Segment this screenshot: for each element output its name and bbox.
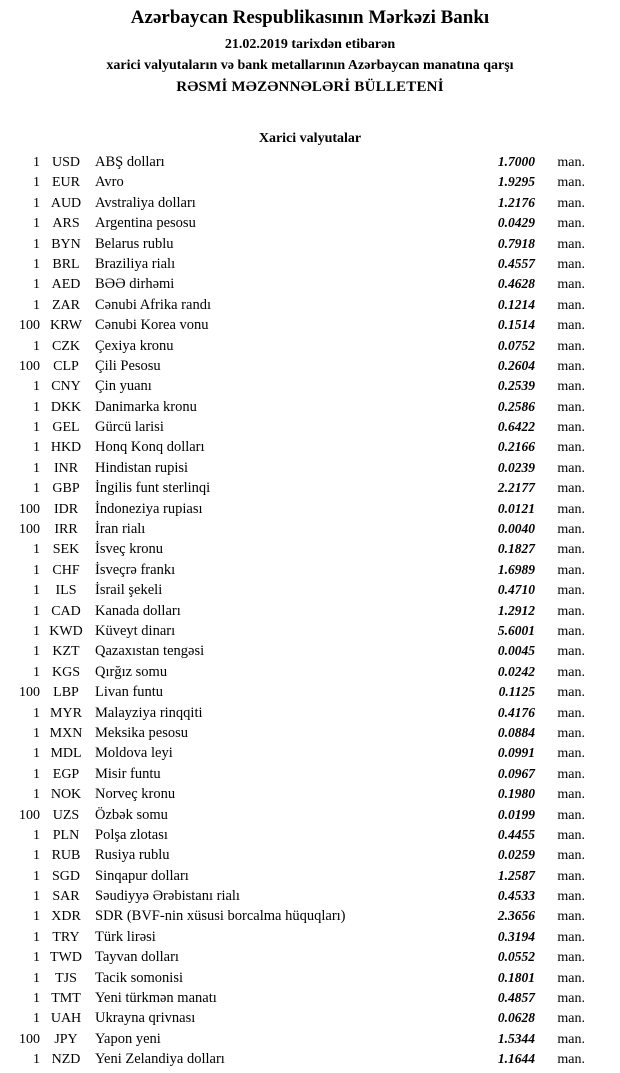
table-row <box>0 397 620 417</box>
rate-value: 0.0259 <box>497 847 535 863</box>
rate-value: 0.0429 <box>497 215 535 231</box>
table-row <box>0 764 620 784</box>
quantity: 100 <box>19 685 40 701</box>
rate-value: 0.0884 <box>497 724 535 740</box>
table-row <box>0 723 620 743</box>
quantity: 100 <box>19 318 40 334</box>
unit-label: man. <box>557 379 585 395</box>
quantity: 1 <box>33 583 40 599</box>
currency-name: Qırğız somu <box>95 663 168 680</box>
table-row <box>0 437 620 457</box>
table-row <box>0 947 620 967</box>
currency-code: TMT <box>51 991 81 1007</box>
rate-value: 0.6422 <box>497 419 535 435</box>
currency-code: BRL <box>52 256 80 272</box>
table-row <box>0 1029 620 1049</box>
rate-value: 0.4557 <box>497 255 535 271</box>
currency-code: MDL <box>50 746 82 762</box>
rate-value: 5.6001 <box>497 622 535 638</box>
rate-value: 0.1827 <box>497 541 535 557</box>
rate-value: 0.3194 <box>497 928 535 944</box>
table-row <box>0 927 620 947</box>
rate-value: 0.0752 <box>497 337 535 353</box>
unit-label: man. <box>557 216 585 232</box>
currency-code: USD <box>51 155 80 170</box>
quantity: 1 <box>33 216 40 232</box>
quantity: 1 <box>33 256 40 272</box>
unit-label: man. <box>557 991 585 1007</box>
currency-code: CHF <box>52 562 80 578</box>
quantity: 1 <box>33 664 40 680</box>
table-row <box>0 274 620 294</box>
table-row <box>0 315 620 335</box>
quantity: 1 <box>33 562 40 578</box>
currency-name: Yeni Zelandiya dolları <box>95 1051 225 1068</box>
table-row <box>0 743 620 763</box>
currency-name: Küveyt dinarı <box>95 622 176 639</box>
unit-label: man. <box>557 623 585 639</box>
table-row <box>0 193 620 213</box>
quantity: 1 <box>33 542 40 558</box>
currency-code: DKK <box>50 399 82 415</box>
table-row <box>0 478 620 498</box>
currency-code: IDR <box>53 501 79 517</box>
currency-code: PLN <box>52 827 80 843</box>
currency-name: Ukrayna qrivnası <box>95 1010 196 1027</box>
currency-code: LBP <box>53 685 79 701</box>
rate-value: 0.4857 <box>497 990 535 1006</box>
quantity: 1 <box>33 991 40 1007</box>
currency-name: Livan funtu <box>95 684 164 701</box>
rate-value: 1.9295 <box>497 174 535 190</box>
rates-table <box>0 152 620 1070</box>
rate-value: 0.0239 <box>497 459 535 475</box>
table-row <box>0 234 620 254</box>
quantity: 1 <box>33 603 40 619</box>
unit-label: man. <box>557 460 585 476</box>
quantity: 1 <box>33 623 40 639</box>
table-row <box>0 968 620 988</box>
rate-value: 0.4176 <box>497 704 535 720</box>
unit-label: man. <box>557 420 585 436</box>
rate-value: 1.1644 <box>497 1051 535 1067</box>
quantity: 1 <box>33 1052 40 1068</box>
currency-name: Honq Konq dolları <box>95 439 205 456</box>
document-header <box>0 0 620 98</box>
quantity: 1 <box>33 705 40 721</box>
quantity: 1 <box>33 644 40 660</box>
unit-label: man. <box>557 644 585 660</box>
table-row <box>0 621 620 641</box>
unit-label: man. <box>557 1031 585 1047</box>
table-row <box>0 866 620 886</box>
rate-value: 0.0040 <box>497 521 535 537</box>
table-row <box>0 254 620 274</box>
table-row <box>0 356 620 376</box>
currency-name: Avstraliya dolları <box>95 194 196 211</box>
quantity: 1 <box>33 420 40 436</box>
currency-code: MXN <box>49 725 83 741</box>
table-row <box>0 580 620 600</box>
rate-value: 0.1125 <box>498 684 535 700</box>
quantity: 100 <box>19 358 40 374</box>
quantity: 1 <box>33 338 40 354</box>
currency-name: İndoneziya rupiası <box>95 500 203 517</box>
rate-value: 0.0242 <box>497 663 535 679</box>
rate-value: 0.4533 <box>497 888 535 904</box>
currency-code: NOK <box>50 787 82 803</box>
unit-label: man. <box>557 827 585 843</box>
currency-name: Hindistan rupisi <box>95 459 189 476</box>
unit-label: man. <box>557 929 585 945</box>
currency-name: Yapon yeni <box>95 1030 161 1047</box>
unit-label: man. <box>557 807 585 823</box>
rate-value: 0.1801 <box>497 969 535 985</box>
table-row <box>0 172 620 192</box>
table-row <box>0 845 620 865</box>
currency-code: RUB <box>51 848 81 864</box>
currency-name: BƏƏ dirhəmi <box>95 276 175 293</box>
currency-code: CZK <box>52 338 80 354</box>
quantity: 1 <box>33 440 40 456</box>
quantity: 1 <box>33 746 40 762</box>
unit-label: man. <box>557 685 585 701</box>
rate-value: 0.0552 <box>497 949 535 965</box>
unit-label: man. <box>557 583 585 599</box>
currency-name: Türk lirəsi <box>95 928 156 945</box>
table-row <box>0 458 620 478</box>
unit-label: man. <box>557 175 585 191</box>
currency-name: Gürcü larisi <box>95 419 164 436</box>
unit-label: man. <box>557 399 585 415</box>
quantity: 1 <box>33 950 40 966</box>
currency-name: Sinqapur dolları <box>95 867 189 884</box>
unit-label: man. <box>557 318 585 334</box>
quantity: 1 <box>33 827 40 843</box>
currency-name: Meksika pesosu <box>95 724 189 741</box>
currency-code: BYN <box>51 236 81 252</box>
unit-label: man. <box>557 603 585 619</box>
currency-name: Polşa zlotası <box>95 826 168 843</box>
rate-value: 0.1980 <box>497 786 535 802</box>
currency-code: ZAR <box>52 297 80 313</box>
currency-code: SGD <box>51 868 80 884</box>
table-row <box>0 825 620 845</box>
unit-label: man. <box>557 766 585 782</box>
currency-code: GEL <box>52 420 80 436</box>
rate-value: 0.7918 <box>497 235 535 251</box>
rate-value: 1.6989 <box>497 561 535 577</box>
currency-name: Cənubi Korea vonu <box>95 317 209 334</box>
quantity: 1 <box>33 195 40 211</box>
quantity: 1 <box>33 379 40 395</box>
table-row <box>0 213 620 233</box>
currency-code: EUR <box>52 175 80 191</box>
table-row <box>0 152 620 172</box>
currency-code: EGP <box>52 766 80 782</box>
quantity: 1 <box>33 297 40 313</box>
currency-name: İngilis funt sterlinqi <box>95 480 211 497</box>
currency-name: Braziliya rialı <box>95 255 176 272</box>
currency-name: Çin yuanı <box>95 378 152 395</box>
table-row <box>0 784 620 804</box>
table-row <box>0 295 620 315</box>
quantity: 1 <box>33 970 40 986</box>
currency-name: Çili Pesosu <box>95 357 161 374</box>
currency-name: Malayziya rinqqiti <box>95 704 203 721</box>
unit-label: man. <box>557 909 585 925</box>
unit-label: man. <box>557 155 585 170</box>
rate-value: 0.1514 <box>497 317 535 333</box>
currency-name: Qazaxıstan tengəsi <box>95 643 205 660</box>
unit-label: man. <box>557 358 585 374</box>
rate-value: 1.2912 <box>497 602 535 618</box>
unit-label: man. <box>557 562 585 578</box>
currency-code: CLP <box>53 358 79 374</box>
rate-value: 2.2177 <box>497 480 535 496</box>
rate-value: 0.0967 <box>497 765 535 781</box>
currency-code: ARS <box>52 216 80 232</box>
unit-label: man. <box>557 664 585 680</box>
unit-label: man. <box>557 1011 585 1027</box>
unit-label: man. <box>557 256 585 272</box>
unit-label: man. <box>557 440 585 456</box>
currency-code: JPY <box>54 1031 78 1047</box>
rate-value: 0.0121 <box>497 500 535 516</box>
rate-value: 1.2176 <box>497 194 535 210</box>
unit-label: man. <box>557 746 585 762</box>
table-row <box>0 662 620 682</box>
currency-name: Danimarka kronu <box>95 398 197 415</box>
rate-value: 2.3656 <box>497 908 535 924</box>
currency-code: TWD <box>50 950 82 966</box>
unit-label: man. <box>557 725 585 741</box>
currency-code: KZT <box>52 644 80 660</box>
currency-name: Səudiyyə Ərəbistanı rialı <box>95 888 240 905</box>
unit-label: man. <box>557 195 585 211</box>
currency-name: Cənubi Afrika randı <box>95 296 211 313</box>
quantity: 100 <box>19 522 40 538</box>
table-row <box>0 703 620 723</box>
table-row <box>0 336 620 356</box>
unit-label: man. <box>557 236 585 252</box>
table-row <box>0 886 620 906</box>
currency-code: IRR <box>54 522 78 538</box>
table-row <box>0 988 620 1008</box>
currency-name: Kanada dolları <box>95 602 181 619</box>
currency-code: TRY <box>52 929 80 945</box>
table-row <box>0 417 620 437</box>
currency-name: Belarus rublu <box>95 235 174 252</box>
currency-code: SAR <box>52 889 80 905</box>
currency-name: Çexiya kronu <box>95 337 174 354</box>
currency-name: Norveç kronu <box>95 786 176 803</box>
rate-value: 1.7000 <box>497 154 535 169</box>
quantity: 1 <box>33 460 40 476</box>
currency-name: İsrail şekeli <box>95 582 163 599</box>
currency-name: Rusiya rublu <box>95 847 170 864</box>
currency-name: Tayvan dolları <box>95 949 179 966</box>
table-row <box>0 641 620 661</box>
rate-value: 0.0628 <box>497 1010 535 1026</box>
unit-label: man. <box>557 868 585 884</box>
quantity: 1 <box>33 889 40 905</box>
unit-label: man. <box>557 970 585 986</box>
currency-code: KWD <box>49 623 83 639</box>
table-row <box>0 682 620 702</box>
quantity: 1 <box>33 175 40 191</box>
rate-value: 0.0199 <box>497 806 535 822</box>
rate-value: 0.4455 <box>497 826 535 842</box>
effective-date-line: 21.02.2019 tarixdən etibarən <box>224 37 396 52</box>
table-row <box>0 601 620 621</box>
rate-value: 0.4710 <box>497 582 535 598</box>
unit-label: man. <box>557 1052 585 1068</box>
currency-name: Yeni türkmən manatı <box>95 990 217 1007</box>
quantity: 1 <box>33 909 40 925</box>
currency-code: ILS <box>55 583 77 599</box>
currency-name: ABŞ dolları <box>95 154 165 170</box>
table-row <box>0 560 620 580</box>
currency-code: CNY <box>51 379 81 395</box>
quantity: 100 <box>19 501 40 517</box>
quantity: 100 <box>19 1031 40 1047</box>
currency-name: Tacik somonisi <box>95 969 183 986</box>
quantity: 1 <box>33 155 40 170</box>
unit-label: man. <box>557 501 585 517</box>
currency-code: KGS <box>51 664 80 680</box>
quantity: 1 <box>33 481 40 497</box>
currency-code: XDR <box>51 909 81 925</box>
unit-label: man. <box>557 277 585 293</box>
currency-code: NZD <box>51 1052 81 1068</box>
section-title-foreign-currencies: Xarici valyutalar <box>258 131 362 146</box>
rate-value: 0.0991 <box>497 745 535 761</box>
unit-label: man. <box>557 522 585 538</box>
quantity: 1 <box>33 236 40 252</box>
currency-code: HKD <box>50 440 82 456</box>
currency-name: Avro <box>95 174 124 191</box>
unit-label: man. <box>557 297 585 313</box>
quantity: 1 <box>33 787 40 803</box>
unit-label: man. <box>557 338 585 354</box>
table-row <box>0 376 620 396</box>
rate-value: 0.1214 <box>497 296 535 312</box>
unit-label: man. <box>557 848 585 864</box>
currency-name: Misir funtu <box>95 765 161 782</box>
table-row <box>0 1008 620 1028</box>
currency-code: KRW <box>50 318 82 334</box>
unit-label: man. <box>557 542 585 558</box>
rate-value: 0.2604 <box>497 357 535 373</box>
currency-code: MYR <box>50 705 82 721</box>
currency-code: INR <box>53 460 79 476</box>
rate-value: 0.2586 <box>497 398 535 414</box>
currency-name: Moldova leyi <box>95 745 173 762</box>
currency-code: AUD <box>50 195 82 211</box>
currency-name: Özbək somu <box>95 806 168 823</box>
table-row <box>0 805 620 825</box>
table-row <box>0 1049 620 1069</box>
bulletin-title: RƏSMİ MƏZƏNNƏLƏRİ BÜLLETENİ <box>176 79 444 95</box>
quantity: 1 <box>33 868 40 884</box>
bank-title: Azərbaycan Respublikasının Mərkəzi Bankı <box>130 7 490 28</box>
currency-name: İsveçrə frankı <box>95 561 176 578</box>
quantity: 1 <box>33 399 40 415</box>
quantity: 1 <box>33 1011 40 1027</box>
currency-code: TJS <box>55 970 77 986</box>
table-row <box>0 499 620 519</box>
unit-label: man. <box>557 705 585 721</box>
quantity: 1 <box>33 848 40 864</box>
currency-name: Argentina pesosu <box>95 215 196 232</box>
unit-label: man. <box>557 889 585 905</box>
quantity: 1 <box>33 929 40 945</box>
currency-code: SEK <box>52 542 80 558</box>
table-row <box>0 906 620 926</box>
quantity: 100 <box>19 807 40 823</box>
rate-value: 1.5344 <box>497 1030 535 1046</box>
rate-value: 0.2166 <box>497 439 535 455</box>
rate-value: 0.2539 <box>497 378 535 394</box>
document-subtitle: xarici valyutaların və bank metallarının Azərbaycan manatına qarşı <box>106 58 514 73</box>
currency-code: GBP <box>52 481 80 497</box>
currency-code: UAH <box>50 1011 82 1027</box>
table-row <box>0 539 620 559</box>
currency-code: CAD <box>51 603 81 619</box>
quantity: 1 <box>33 766 40 782</box>
currency-code: UZS <box>52 807 80 823</box>
quantity: 1 <box>33 277 40 293</box>
currency-name: İran rialı <box>95 521 146 538</box>
currency-name: SDR (BVF-nin xüsusi borcalma hüquqları) <box>95 908 346 925</box>
rate-value: 0.0045 <box>497 643 535 659</box>
currency-name: İsveç kronu <box>95 541 164 558</box>
unit-label: man. <box>557 950 585 966</box>
quantity: 1 <box>33 725 40 741</box>
unit-label: man. <box>557 481 585 497</box>
unit-label: man. <box>557 787 585 803</box>
currency-code: AED <box>51 277 81 293</box>
rate-value: 0.4628 <box>497 276 535 292</box>
table-row <box>0 519 620 539</box>
rate-value: 1.2587 <box>497 867 535 883</box>
